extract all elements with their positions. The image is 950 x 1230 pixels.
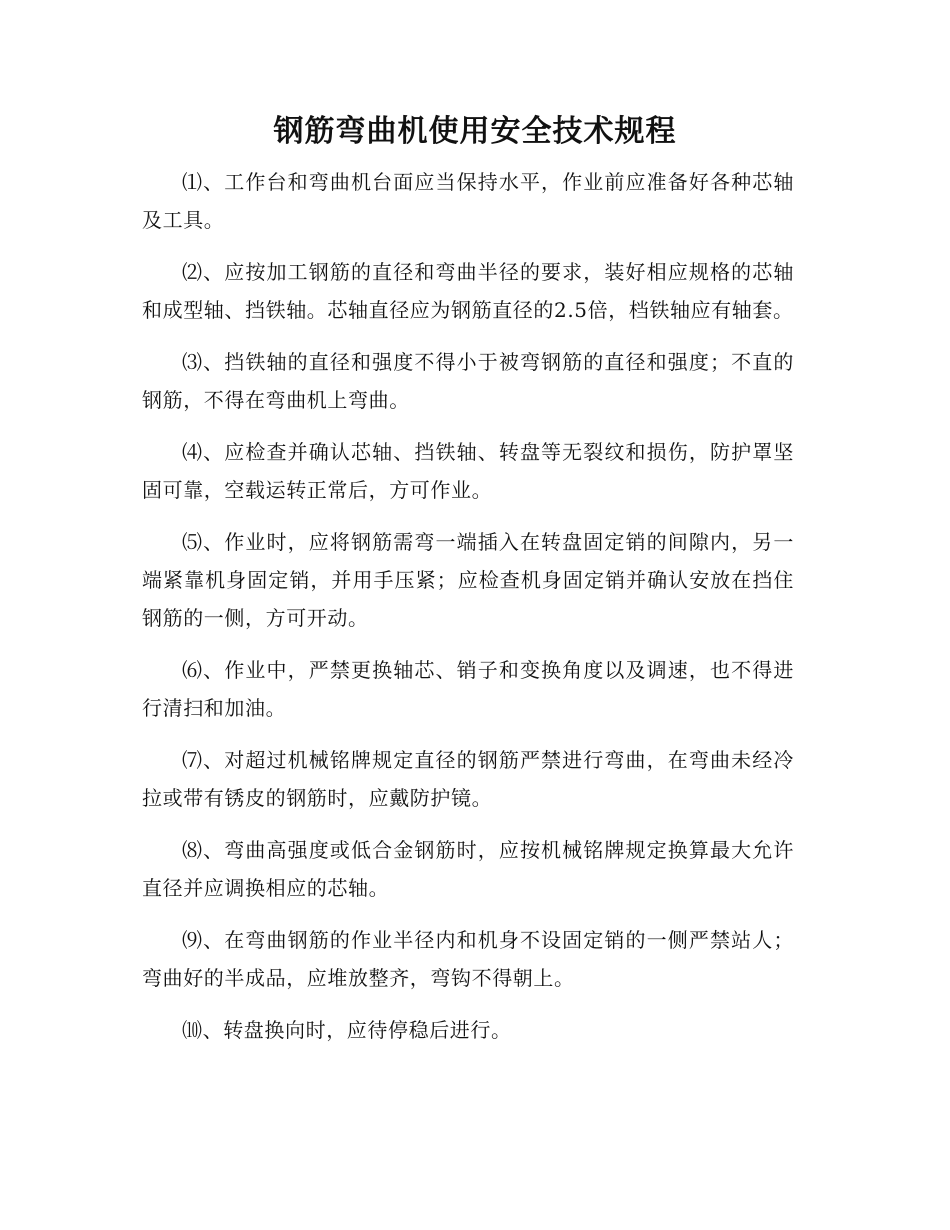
- rule-paragraph-10: ⑽、转盘换向时，应待停稳后进行。: [182, 1018, 512, 1042]
- rule-paragraph-1: ⑴、工作台和弯曲机台面应当保持水平，作业前应准备好各种芯轴及工具。: [142, 170, 794, 232]
- rule-paragraph-4: ⑷、应检查并确认芯轴、挡铁轴、转盘等无裂纹和损伤，防护罩坚固可靠，空载运转正常后，方可作业。: [142, 440, 794, 502]
- rule-paragraph-8: ⑻、弯曲高强度或低合金钢筋时，应按机械铭牌规定换算最大允许直径并应调换相应的芯轴。: [142, 838, 794, 900]
- rule-paragraph-5: ⑸、作业时，应将钢筋需弯一端插入在转盘固定销的间隙内，另一端紧靠机身固定销，并用手压紧；应检查机身固定销并确认安放在挡住钢筋的一侧，方可开动。: [142, 530, 794, 630]
- rule-paragraph-9: ⑼、在弯曲钢筋的作业半径内和机身不设固定销的一侧严禁站人；弯曲好的半成品，应堆放整齐，弯钩不得朝上。: [142, 928, 794, 990]
- rule-paragraph-7: ⑺、对超过机械铭牌规定直径的钢筋严禁进行弯曲，在弯曲未经冷拉或带有锈皮的钢筋时，应戴防护镜。: [142, 748, 794, 810]
- rule-paragraph-2: ⑵、应按加工钢筋的直径和弯曲半径的要求，装好相应规格的芯轴和成型轴、挡铁轴。芯轴直径应为钢筋直径的2.5倍，档铁轴应有轴套。: [142, 260, 794, 322]
- rule-paragraph-3: ⑶、挡铁轴的直径和强度不得小于被弯钢筋的直径和强度；不直的钢筋，不得在弯曲机上弯曲。: [142, 350, 794, 412]
- rule-paragraph-6: ⑹、作业中，严禁更换轴芯、销子和变换角度以及调速，也不得进行清扫和加油。: [142, 658, 794, 720]
- document-title: 钢筋弯曲机使用安全技术规程: [273, 114, 677, 149]
- document-body: [142, 163, 794, 1063]
